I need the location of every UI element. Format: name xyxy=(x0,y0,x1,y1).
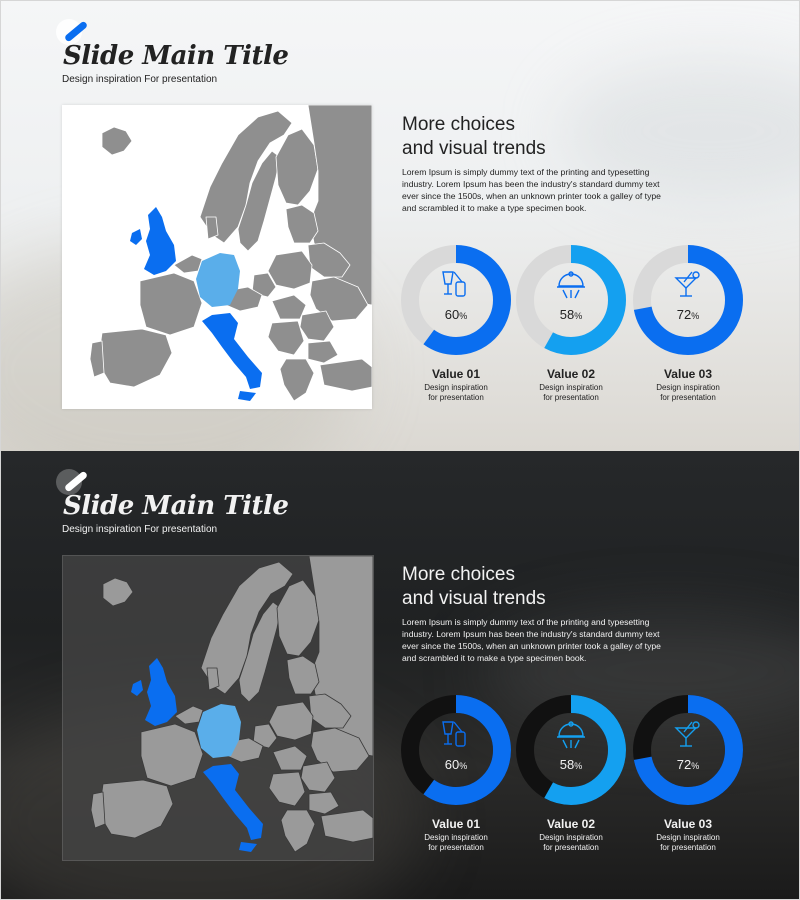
value-description-line2: for presentation xyxy=(428,393,484,402)
body-paragraph: Lorem Ipsum is simply dummy text of the printing and typesetting industry. Lorem Ipsum has been the industry's standard dummy text ever since the 1500s, when an unknown printer took a galley of type and scrambled it to make a type specimen book. xyxy=(402,617,661,663)
map-finland xyxy=(277,580,319,656)
value-description xyxy=(632,383,744,403)
europe-map-panel xyxy=(62,105,372,409)
donut-percent-number: 58 xyxy=(559,307,575,322)
map-finland xyxy=(276,129,318,205)
donut-value-01 xyxy=(400,244,512,356)
value-description-line2: for presentation xyxy=(543,393,599,402)
donut-value-03 xyxy=(632,694,744,806)
donut-percent-number: 60 xyxy=(444,307,460,322)
map-ireland xyxy=(131,680,143,696)
donut-percent-number: 58 xyxy=(559,757,575,772)
section-heading-line2: and visual trends xyxy=(402,588,546,609)
value-description xyxy=(632,833,744,853)
map-italy xyxy=(202,313,262,389)
donut-percent-unit: % xyxy=(574,311,583,321)
donut-percent-unit: % xyxy=(574,761,583,771)
value-description-line1: Design inspiration xyxy=(539,383,603,392)
slide-title: Slide Main Title xyxy=(63,41,289,71)
section-heading xyxy=(402,563,546,611)
value-label: Value 01 xyxy=(431,817,481,831)
donut-percent-unit: % xyxy=(459,311,468,321)
section-heading-line2: and visual trends xyxy=(402,138,546,159)
map-greece xyxy=(280,359,314,401)
section-heading-line1: More choices xyxy=(402,564,515,585)
map-turkey xyxy=(320,359,372,391)
map-denmark xyxy=(206,217,218,239)
donut-percent-unit: % xyxy=(459,761,468,771)
slide-title: Slide Main Title xyxy=(63,491,289,521)
slide-dark xyxy=(1,451,800,900)
value-description-line2: for presentation xyxy=(543,843,599,852)
donut-percent xyxy=(400,757,512,772)
map-italy xyxy=(203,764,263,840)
value-description xyxy=(515,383,627,403)
value-description-line2: for presentation xyxy=(660,393,716,402)
slide-light xyxy=(1,1,800,451)
map-balkans xyxy=(269,772,305,806)
map-france xyxy=(141,724,203,786)
donut-value-01 xyxy=(400,694,512,806)
value-label: Value 03 xyxy=(663,367,713,381)
map-denmark xyxy=(207,668,219,690)
donut-percent xyxy=(632,757,744,772)
map-baltics xyxy=(287,656,319,694)
map-sicily xyxy=(239,842,257,852)
value-description-line1: Design inspiration xyxy=(424,383,488,392)
value-description-line1: Design inspiration xyxy=(539,833,603,842)
europe-map-panel xyxy=(62,555,374,861)
value-label: Value 01 xyxy=(431,367,481,381)
map-sicily xyxy=(238,391,256,401)
value-description xyxy=(400,383,512,403)
map-portugal xyxy=(91,792,105,828)
donut-percent xyxy=(515,757,627,772)
donut-percent-number: 72 xyxy=(676,757,692,772)
map-united-kingdom xyxy=(145,658,177,726)
donut-value-02 xyxy=(515,694,627,806)
map-bulgaria xyxy=(309,792,339,814)
map-greece xyxy=(281,810,315,852)
europe-map xyxy=(62,105,372,409)
map-baltics xyxy=(286,205,318,243)
map-poland xyxy=(268,251,312,289)
map-iceland xyxy=(102,127,132,155)
donut-percent-unit: % xyxy=(691,761,700,771)
value-description-line2: for presentation xyxy=(660,843,716,852)
value-description xyxy=(400,833,512,853)
map-united-kingdom xyxy=(144,207,176,275)
map-portugal xyxy=(90,341,104,377)
section-heading-line1: More choices xyxy=(402,114,515,135)
donut-percent-number: 60 xyxy=(444,757,460,772)
slide-subtitle: Design inspiration For presentation xyxy=(62,524,218,535)
map-benelux xyxy=(174,255,202,273)
donut-value-03 xyxy=(632,244,744,356)
map-france xyxy=(140,273,202,335)
map-spain xyxy=(99,780,173,838)
map-hungary xyxy=(272,295,306,319)
value-description xyxy=(515,833,627,853)
value-label: Value 03 xyxy=(663,817,713,831)
value-label: Value 02 xyxy=(546,817,596,831)
value-description-line1: Design inspiration xyxy=(424,833,488,842)
donut-percent xyxy=(400,307,512,322)
map-bulgaria xyxy=(308,341,338,363)
value-description-line1: Design inspiration xyxy=(656,833,720,842)
map-hungary xyxy=(273,746,307,770)
europe-map xyxy=(63,556,373,860)
section-heading xyxy=(402,113,546,161)
map-poland xyxy=(269,702,313,740)
value-description-line1: Design inspiration xyxy=(656,383,720,392)
donut-percent xyxy=(515,307,627,322)
value-label: Value 02 xyxy=(546,367,596,381)
donut-value-02 xyxy=(515,244,627,356)
map-turkey xyxy=(321,810,373,842)
body-paragraph: Lorem Ipsum is simply dummy text of the printing and typesetting industry. Lorem Ipsum has been the industry's standard dummy text ever since the 1500s, when an unknown printer took a galley of type and scrambled it to make a type specimen book. xyxy=(402,167,661,213)
map-ireland xyxy=(130,229,142,245)
donut-percent xyxy=(632,307,744,322)
map-balkans xyxy=(268,321,304,355)
value-description-line2: for presentation xyxy=(428,843,484,852)
donut-percent-unit: % xyxy=(691,311,700,321)
map-benelux xyxy=(175,706,203,724)
slide-subtitle: Design inspiration For presentation xyxy=(62,74,218,85)
donut-percent-number: 72 xyxy=(676,307,692,322)
map-spain xyxy=(98,329,172,387)
map-iceland xyxy=(103,578,133,606)
